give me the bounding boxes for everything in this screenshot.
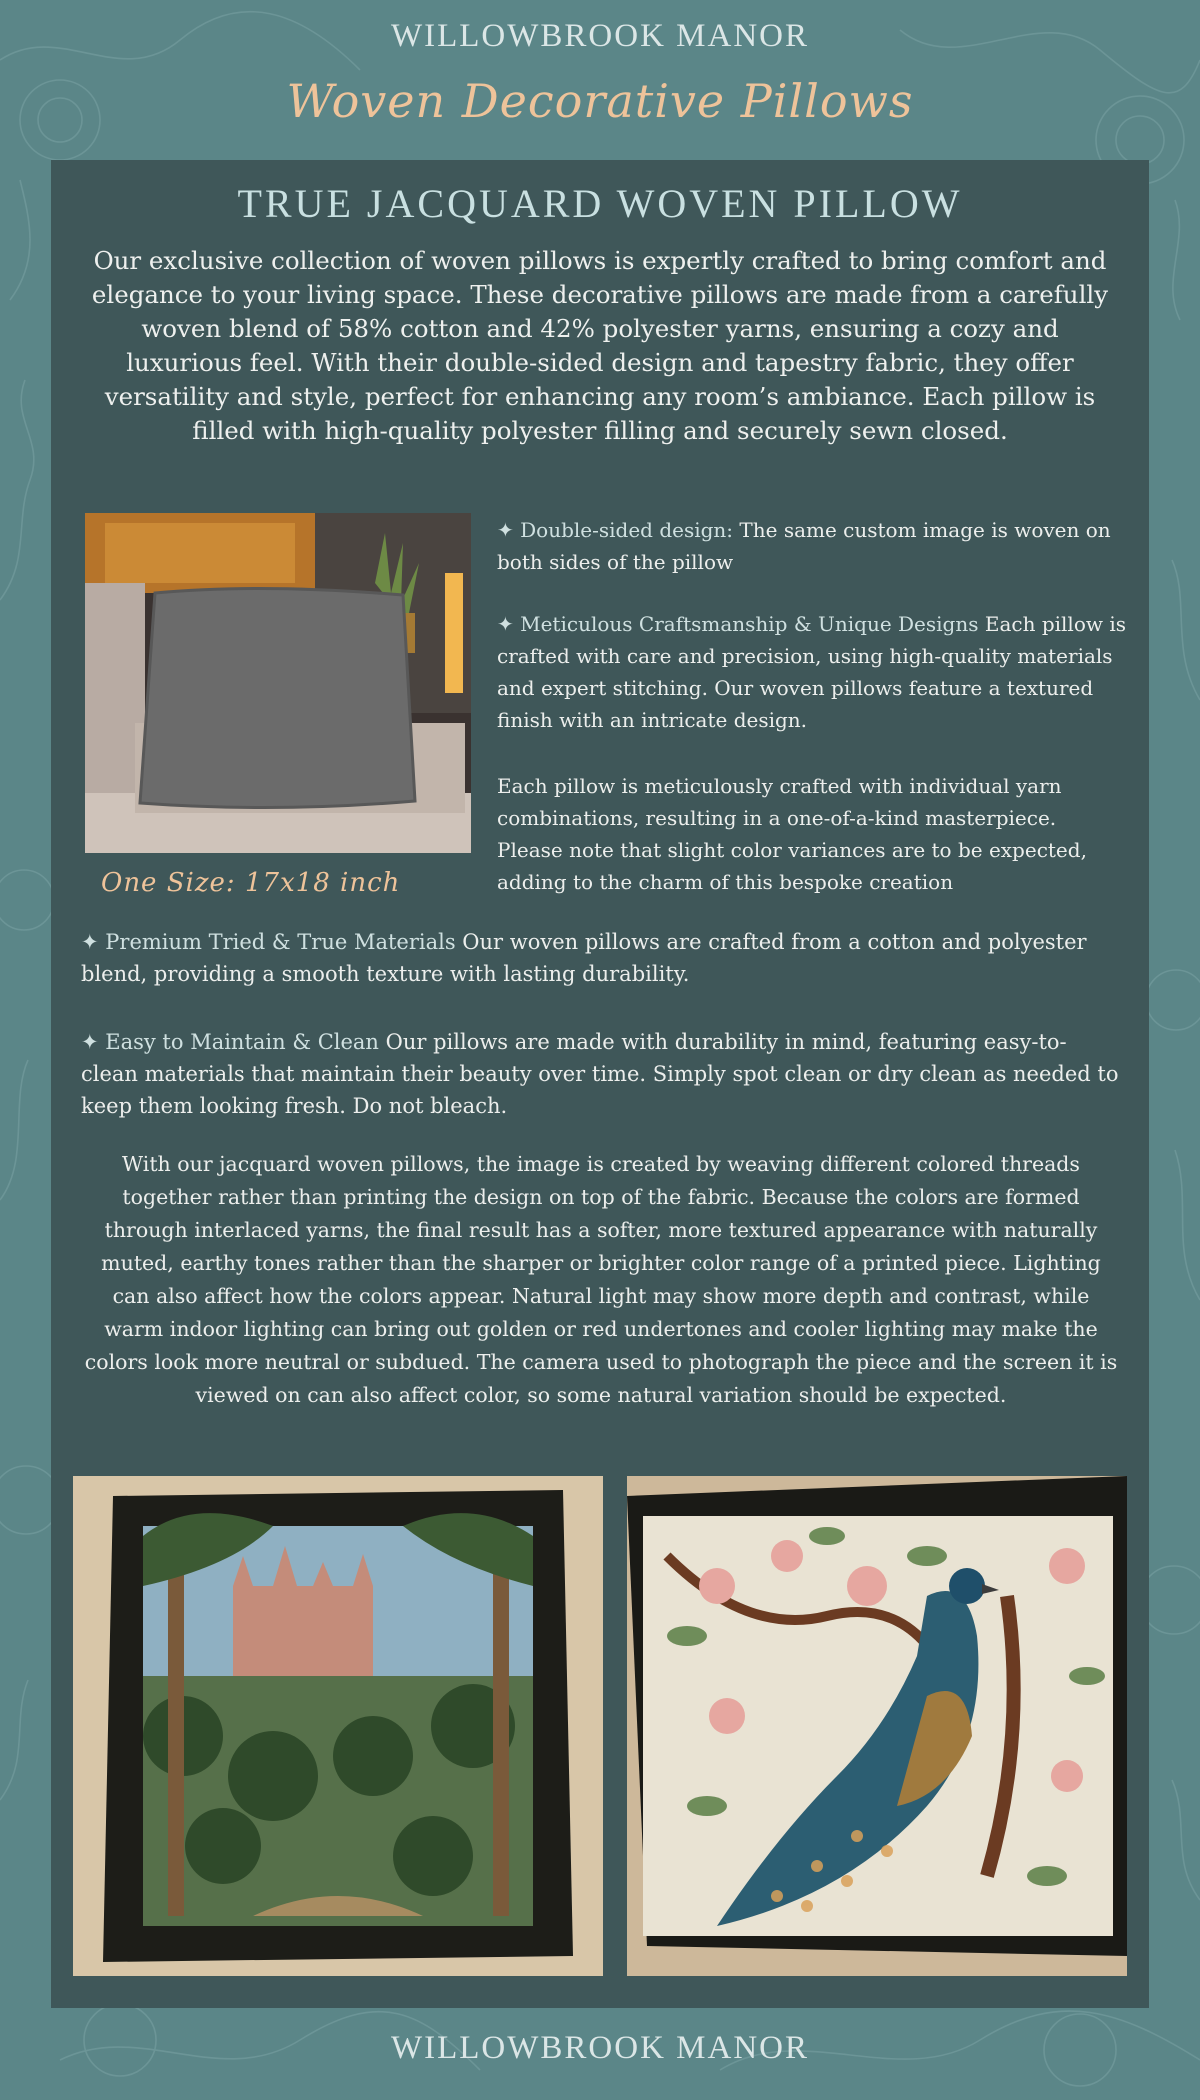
size-label: One Size: 17x18 inch	[101, 868, 401, 898]
feature-heading: ✦ Premium Tried & True Materials	[81, 930, 456, 954]
feature-text: Our woven pillows are crafted from a cotton and polyester blend, providing a smooth texture with lasting durability.	[81, 930, 1087, 986]
feature-heading: ✦ Double-sided design:	[497, 518, 734, 542]
product-photo-gray-pillow	[85, 513, 471, 853]
product-intro: Our exclusive collection of woven pillows is expertly crafted to bring comfort and elegance to your living space. These decorative pillows are made from a carefully woven blend of 58% cotton and 42% polyester yarns, ensuring a cozy and luxurious feel. With their double-sided design and tapestry fabric, they offer versatility and style, perfect for enhancing any room’s ambiance. Each pillow is filled with high-quality polyester filling and securely sewn closed.	[91, 246, 1109, 445]
brand-header: WILLOWBROOK MANOR	[390, 18, 810, 54]
feature-heading: ✦ Meticulous Craftsmanship & Unique Designs	[497, 612, 979, 636]
product-photo-peacock-pillow	[627, 1476, 1127, 1976]
color-disclaimer: With our jacquard woven pillows, the image is created by weaving different colored threads together rather than printing the design on top of the fabric. Because the colors are formed through interlaced yarns, the final result has a softer, more textured appearance with naturally muted, earthy tones rather than the sharper or brighter color range of a printed piece. Lighting can also affect how the colors appear. Natural light may show more depth and contrast, while warm indoor lighting can bring out golden or red undertones and cooler lighting may make the colors look more neutral or subdued. The camera used to photograph the piece and the screen it is viewed on can also affect color, so some natural variation should be expected.	[84, 1152, 1118, 1407]
collection-title: Woven Decorative Pillows	[286, 74, 914, 128]
feature-care	[81, 1026, 1121, 1122]
feature-one-of-a-kind	[497, 770, 1127, 898]
feature-text: Each pillow is meticulously crafted with individual yarn combinations, resulting in a one-of-a-kind masterpiece. Please note that slight color variances are to be expected, adding to the charm of this bespoke creation	[497, 774, 1087, 894]
feature-text: Each pillow is crafted with care and precision, using high-quality materials and expert stitching. Our woven pillows feature a textured finish with an intricate design.	[497, 612, 1126, 732]
brand-footer: WILLOWBROOK MANOR	[390, 2030, 810, 2066]
feature-double-sided	[497, 514, 1127, 578]
feature-craftsmanship	[497, 608, 1127, 736]
product-panel	[51, 160, 1149, 2008]
feature-materials	[81, 926, 1121, 990]
feature-text: The same custom image is woven on both sides of the pillow	[497, 518, 1111, 574]
feature-heading: ✦ Easy to Maintain & Clean	[81, 1030, 379, 1054]
product-title: TRUE JACQUARD WOVEN PILLOW	[237, 181, 963, 226]
feature-text: Our pillows are made with durability in mind, featuring easy-to-clean materials that maintain their beauty over time. Simply spot clean or dry clean as needed to keep them looking fresh. Do not bleach.	[81, 1030, 1119, 1118]
product-photo-castle-pillow	[73, 1476, 603, 1976]
